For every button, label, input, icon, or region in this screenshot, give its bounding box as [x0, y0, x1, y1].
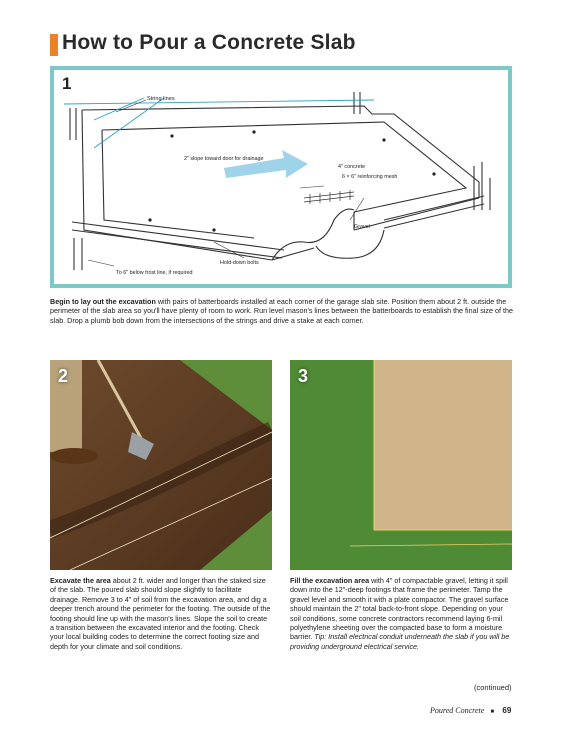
- page-footer: [430, 706, 511, 715]
- step-3-number: 3: [298, 366, 309, 386]
- continued-note: (continued): [474, 683, 512, 692]
- page-number: 69: [502, 706, 512, 715]
- step-3-lead: Fill the excavation area: [290, 576, 370, 585]
- step-1-text: with pairs of batterboards installed at each corner of the garage slab site. Position them about 2 ft. outside the perimeter of the slab area so you'll have plenty of room to work. Run level mason's lines between the batterboards to establish the final size of the slab. Drop a plumb bob down from the intersections of the strings and drive a stake at each corner.: [50, 297, 513, 325]
- label-gravel: Gravel: [354, 224, 370, 230]
- step-3-text: with 4" of compactable gravel, letting it spill down into the 12"-deep footings that frame the perimeter. Tamp the gravel level and smooth it with a plate compactor. The gravel surface should maintain the 2" total back-to-front slope. Depending on your soil conditions, some concrete contractors recommend laying 6-mil polyethylene sheeting over the compacted base to form a moisture barrier.: [290, 576, 509, 642]
- slab-layout-diagram: [54, 70, 508, 284]
- gravel-photo-art: [290, 360, 512, 570]
- slope-arrow: [224, 150, 308, 178]
- diagram-frame: [50, 66, 512, 288]
- excavation-photo-art: [50, 360, 272, 570]
- step-3-tip: Tip: Install electrical conduit underneath the slab if you will be providing underground electrical service.: [290, 632, 510, 651]
- step-2-lead: Excavate the area: [50, 576, 111, 585]
- label-concrete: 4" concrete: [338, 164, 366, 170]
- label-frost-line: To 6" below frost line, if required: [116, 270, 193, 276]
- step-1-lead: Begin to lay out the excavation: [50, 297, 156, 306]
- step-3-caption: [290, 576, 512, 651]
- photo-gravel: [290, 360, 512, 570]
- step-1-number: 1: [62, 74, 72, 93]
- label-mesh: 6 × 6" reinforcing mesh: [342, 174, 398, 180]
- footer-separator: ■: [490, 709, 495, 715]
- step-1-caption: [50, 297, 514, 325]
- step-2-text: about 2 ft. wider and longer than the staked size of the slab. The poured slab should slope slightly to facilitate drainage. Remove 3 to 4" of soil from the excavation area, and dig a deeper trench around the perimeter for the footing. The outside of the footing should line up with the mason's lines. Slope the soil to create a transition between the excavated interior and the footing. Check your local building codes to determine the correct footing size and depth for your climate and soil conditions.: [50, 576, 271, 651]
- step-2-caption: [50, 576, 272, 651]
- label-slope-text: 2" slope toward door for drainage: [184, 156, 264, 162]
- title-accent-bar: [50, 34, 58, 56]
- label-hold-down-bolts: Hold-down bolts: [220, 260, 259, 266]
- label-string-lines: String lines: [147, 96, 175, 102]
- photo-excavation: [50, 360, 272, 570]
- page-title: How to Pour a Concrete Slab: [62, 31, 356, 54]
- footer-section: Poured Concrete: [430, 706, 485, 715]
- label-slope: [184, 156, 264, 162]
- step-2-number: 2: [58, 366, 69, 386]
